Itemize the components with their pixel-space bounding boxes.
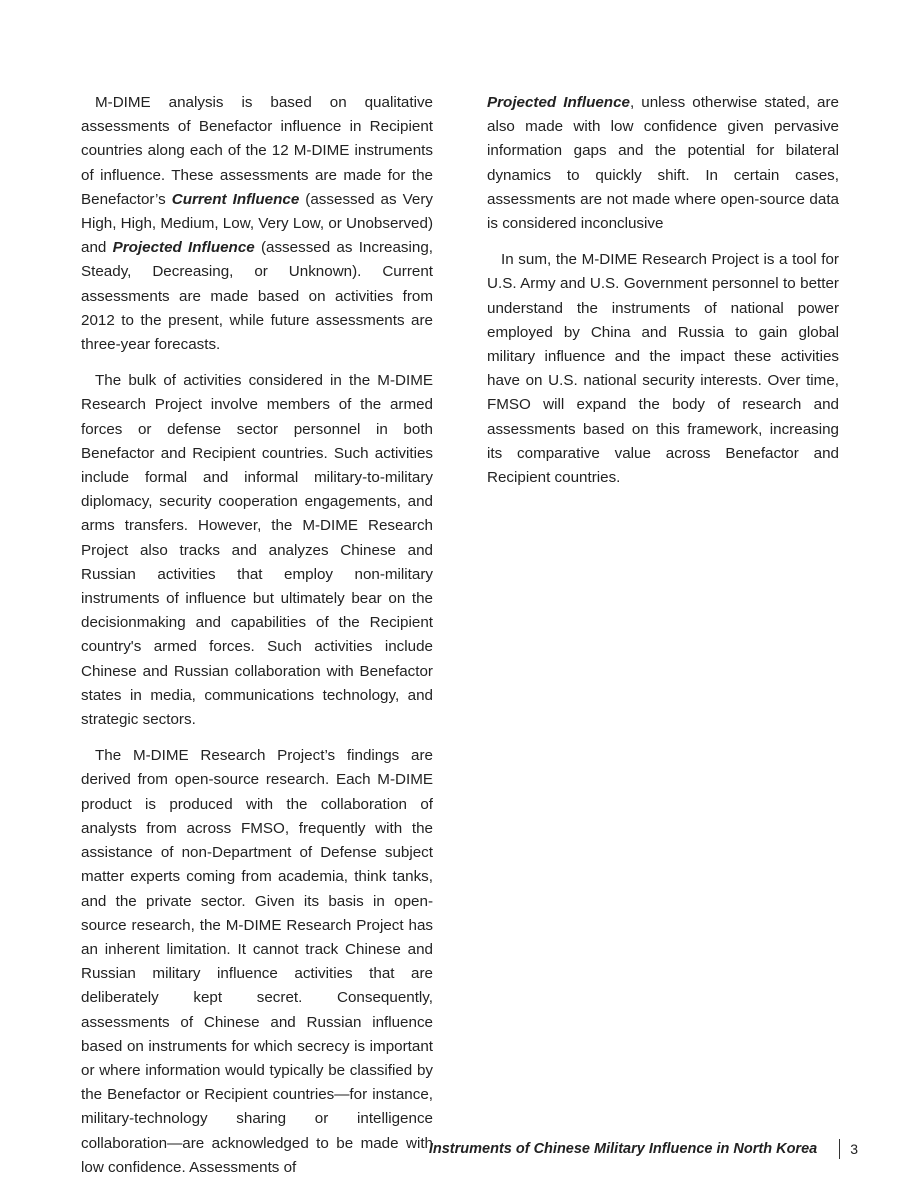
page-footer — [429, 1138, 858, 1160]
term-projected-influence: Projected Influence — [487, 94, 630, 111]
paragraph-projected-confidence: Projected Influence, unless otherwise stated, are also made with low confidence given pervasive information gaps and the potential for bilateral dynamics to quickly shift. In certain cases, assessments are not made where open-source data is considered inconclusive — [487, 94, 839, 233]
paragraph-activities: The bulk of activities considered in the M-DIME Research Project involve members of the armed forces or defense sector personnel in both Benefactor and Recipient countries. Such activities include formal and informal military-to-military diplomacy, security cooperation engagements, and arms transfers. However, the M-DIME Research Project also tracks and analyzes Chinese and Russian activities that employ non-military instruments of influence but ultimately bear on the decisionmaking and capabilities of the Recipient country's armed forces. Such activities include Chinese and Russian collaboration with Benefactor states in media, communications technology, and strategic sectors. — [81, 372, 433, 729]
term-current-influence: Current Influence — [171, 190, 300, 208]
footer-divider — [839, 1139, 840, 1159]
right-column — [487, 91, 839, 502]
running-title: Instruments of Chinese Military Influence in North Korea — [428, 1141, 818, 1157]
term-projected-influence: Projected Influence — [112, 239, 255, 257]
paragraph-summary: In sum, the M-DIME Research Project is a tool for U.S. Army and U.S. Government personnel to better understand the instruments of national power employed by China and Russia to gain global military influence and the impact these activities have on U.S. national security interests. Over time, FMSO will expand the body of research and assessments based on this framework, increasing its comparative value across Benefactor and Recipient countries. — [487, 251, 839, 487]
page-number: 3 — [850, 1141, 858, 1157]
paragraph-findings: The M-DIME Research Project’s findings are derived from open-source research. Each M-DIME product is produced with the collaboration of analysts from across FMSO, frequently with the assistance of non-Department of Defense subject matter experts coming from academia, think tanks, and the private sector. Given its basis in open-source research, the M-DIME Research Project has an inherent limitation. It cannot track Chinese and Russian military influence activities that are deliberately kept secret. Consequently, assessments of Chinese and Russian influence based on instruments for which secrecy is important or where information would typically be classified by the Benefactor or Recipient countries—for instance, military-technology sharing or intelligence collaboration—are acknowledged to be made with low confidence. Assessments of — [81, 747, 433, 1176]
paragraph-methodology: M-DIME analysis is based on qualitative assessments of Benefactor influence in Recipient countries along each of the 12 M-DIME instruments of influence. These assessments are made for the Benefactor’s Current Influence (assessed as Very High, High, Medium, Low, Very Low, or Unobserved) and Projected Influence (assessed as Increasing, Steady, Decreasing, or Unknown). Current assessments are made based on activities from 2012 to the present, while future assessments are three-year forecasts. — [81, 94, 434, 354]
left-column — [81, 91, 433, 1192]
